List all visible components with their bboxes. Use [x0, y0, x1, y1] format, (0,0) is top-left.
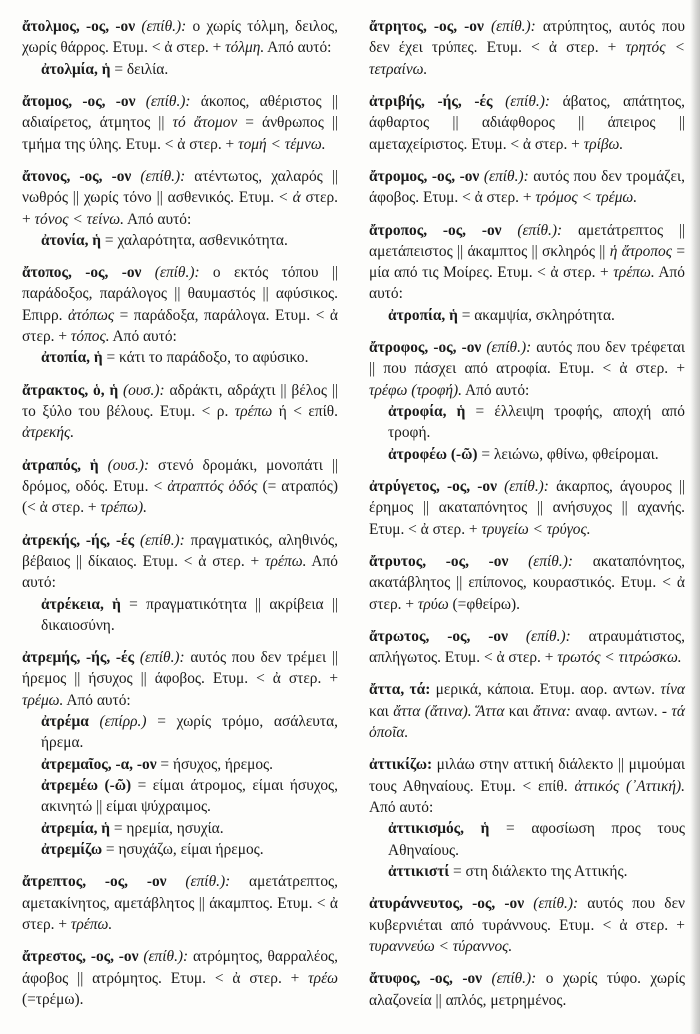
dictionary-entry: [22, 647, 338, 860]
definition-text: ατέντωτος, χαλαρός || νωθρός || χωρίς τόνο || ασθενικός. Ετυμ. <: [22, 167, 338, 207]
etymology-italic: τά ὁποῖα.: [369, 702, 685, 742]
etymology-italic: ἀτόπως: [68, 306, 115, 324]
etymology-italic: τρέπω.: [265, 552, 307, 570]
derived-definition: = είμαι άτρομος, είμαι ήσυχος, ακινητώ || είμαι ψύχραιμος.: [41, 777, 338, 816]
part-of-speech: (επίρρ.): [88, 713, 147, 731]
part-of-speech: (επίθ.):: [483, 167, 529, 185]
derived-headword: ἀτρεμαῖος, -α, -ον: [41, 755, 157, 773]
entry-definition: [369, 679, 685, 743]
etymology-italic: τομή < τέμνω.: [238, 135, 326, 153]
definition-text: (=τρέμω).: [22, 990, 84, 1008]
definition-text: μερικά, κάποια. Ετυμ. αορ. αντων.: [430, 681, 661, 699]
etymology-italic: τρίβω.: [583, 135, 624, 153]
dictionary-entry: [369, 166, 685, 209]
dictionary-entry: [22, 455, 338, 519]
etymology-italic: τρέπω).: [100, 499, 147, 517]
entry-definition: [22, 16, 338, 59]
derived-entry: [22, 754, 338, 775]
dictionary-entry: [22, 380, 338, 444]
derived-definition: = χωρίς τρόμο, ασάλευτα, ήρεμα.: [41, 713, 338, 752]
right-column: [369, 16, 685, 1022]
part-of-speech: (επίθ.):: [486, 339, 532, 357]
entry-headword: ἄττα, τά:: [369, 681, 431, 699]
etymology-italic: τρυγείω < τρύγος.: [481, 520, 591, 538]
etymology-italic: τρωτός < τιτρώσκω.: [557, 649, 682, 667]
entry-headword: ἄτροπος, -ος, -ον: [369, 221, 502, 239]
dictionary-entry: [369, 679, 685, 743]
derived-definition: = λειώνω, φθίνω, φθείρομαι.: [477, 445, 659, 463]
part-of-speech: (επίθ.):: [141, 18, 187, 35]
page-binding-shadow: [690, 0, 700, 1034]
entry-headword: ἄτρομος, -ος, -ον: [369, 167, 480, 185]
etymology-italic: τρόμος < τρέμω.: [535, 189, 638, 207]
definition-text: Από αυτό:: [63, 691, 131, 709]
definition-text: = παράδοξα, παράλογα. Ετυμ. < ἀ στερ. +: [22, 306, 338, 346]
entry-headword: ἄτροφος, -ος, -ον: [369, 339, 482, 357]
entry-headword: ἀτυράννευτος, -ος, -ον: [369, 895, 525, 913]
derived-entry: [22, 839, 338, 860]
entry-headword: ἄτρακτος, ὁ, ἡ: [22, 381, 119, 399]
entry-definition: [369, 16, 685, 80]
derived-definition: = πραγματικότητα || ακρίβεια || δικαιοσύνη.: [41, 595, 338, 634]
definition-text: αυτός που δεν τρέφεται || που πάσχει από ατροφία. Ετυμ. < ἀ στερ. +: [369, 339, 685, 378]
entry-headword: ἄτονος, -ος, -ον: [22, 167, 132, 185]
etymology-italic: τρέπω.: [70, 915, 113, 933]
derived-headword: ἀτρεμέω (-ῶ): [41, 777, 132, 794]
part-of-speech: (επίθ.):: [491, 970, 537, 988]
derived-headword: ἀτρέμα: [41, 713, 89, 731]
etymology-italic: τόπος.: [70, 328, 110, 346]
derived-headword: ἀτροφέω (-ῶ): [388, 445, 478, 463]
definition-text: Από αυτό:: [123, 210, 192, 228]
dictionary-entry: [369, 893, 685, 957]
derived-entry: [22, 818, 338, 839]
derived-definition: = χαλαρότητα, ασθενικότητα.: [101, 231, 288, 249]
derived-headword: ἀττικιστί: [388, 862, 450, 880]
definition-text: Από αυτό:: [109, 328, 177, 346]
part-of-speech: (επίθ.):: [143, 948, 189, 966]
etymology-italic: ἀττικός (᾽Αττική).: [574, 777, 685, 795]
entry-definition: [22, 455, 338, 519]
etymology-italic: τρέπω.: [613, 264, 655, 282]
etymology-italic: τόλμη.: [225, 39, 265, 57]
etymology-italic: τό ἄτομον: [172, 114, 238, 132]
definition-text: άκοπος, αθέριστος || αδιαίρετος, άτμητος ||: [22, 92, 338, 132]
derived-entry: [22, 711, 338, 754]
derived-headword: ἀττικισμός, ἡ: [388, 820, 490, 838]
entry-headword: ἀτρεμής, -ής, -ές: [22, 649, 135, 667]
entry-definition: [22, 530, 338, 594]
etymology-italic: τρέω: [308, 969, 338, 987]
dictionary-entry: [22, 16, 338, 80]
dictionary-entry: [369, 220, 685, 327]
part-of-speech: (επίθ.):: [185, 873, 231, 891]
definition-text: (=φθείρω).: [448, 595, 520, 613]
definition-text: αμετάτρεπτος || αμετάπειστος || άκαμπτος || σκληρός ||: [369, 221, 685, 260]
derived-definition: = κάτι το παράδοξο, το αφύσικο.: [102, 349, 309, 367]
definition-text: = άνθρωπος || τμήμα της ύλης. Ετυμ. < ἀ στερ. +: [22, 114, 338, 153]
derived-entry: [22, 230, 338, 251]
definition-text: ατρόμητος, θαρραλέος, άφοβος || ατρόμητος. Ετυμ. < ἀ στερ. +: [22, 948, 338, 987]
etymology-italic: τρέμω.: [22, 691, 64, 709]
derived-headword: ἀτολμία, ἡ: [41, 60, 111, 78]
definition-text: στενό δρομάκι, μονοπάτι || δρόμος, οδός. Ετυμ. <: [22, 456, 338, 495]
left-column: [22, 16, 338, 1021]
part-of-speech: (ουσ.):: [123, 381, 165, 399]
entry-headword: ἀτραπός, ἡ: [22, 456, 99, 474]
dictionary-entry: [369, 91, 685, 155]
etymology-italic: ἀ: [292, 189, 301, 207]
derived-entry: [22, 594, 338, 637]
derived-definition: = έλλειψη τροφής, αποχή από τροφή.: [388, 403, 685, 442]
definition-text: αδράκτι, αδράχτι || βέλος || το ξύλο του βέλους. Ετυμ. < ρ.: [22, 381, 338, 420]
definition-text: ο χωρίς τύφο. χωρίς αλαζονεία || απλός, μετρημένος.: [369, 970, 685, 1009]
definition-text: ατρύπητος, αυτός που δεν έχει τρύπες. Ετυμ. < ἀ στερ. +: [369, 18, 685, 57]
derived-definition: = δειλία.: [110, 60, 169, 78]
entry-definition: [369, 166, 685, 209]
part-of-speech: (επίθ.):: [139, 649, 185, 667]
part-of-speech: (επίθ.):: [504, 477, 549, 495]
derived-headword: ἀτρέκεια, ἡ: [41, 595, 121, 613]
entry-headword: ἄτρητος, -ος, -ον: [369, 18, 484, 35]
derived-entry: [369, 401, 685, 444]
definition-text: στερ. +: [22, 189, 338, 228]
etymology-italic: ἀτραπτός ὁδός: [167, 477, 258, 495]
etymology-italic: τρέφω (τροφή).: [369, 381, 463, 399]
dictionary-entry: [22, 871, 338, 935]
definition-text: και: [504, 702, 533, 720]
etymology-italic: ἡ ἄτροπος: [609, 242, 672, 260]
entry-headword: ἄτυφος, -ος, -ον: [369, 970, 483, 988]
entry-headword: ἄτρεπτος, -ος, -ον: [22, 873, 167, 891]
etymology-italic: τίνα: [660, 681, 686, 699]
definition-text: και: [369, 702, 394, 720]
derived-definition: = αφοσίωση προς τους Αθηναίους.: [388, 820, 685, 859]
derived-headword: ἀτρεμίζω: [41, 840, 103, 858]
part-of-speech: (επίθ.):: [140, 167, 186, 185]
entry-definition: [369, 754, 685, 818]
etymology-italic: τόνος < τείνω.: [34, 210, 124, 228]
entry-definition: [369, 893, 685, 957]
part-of-speech: (επίθ.):: [517, 221, 563, 239]
part-of-speech: (επίθ.):: [533, 895, 579, 913]
definition-text: Από αυτό:: [264, 39, 332, 57]
definition-text: αναφ. αντων. -: [570, 702, 672, 720]
entry-definition: [22, 871, 338, 935]
dictionary-entry: [369, 337, 685, 465]
dictionary-entry: [369, 16, 685, 80]
dictionary-entry: [22, 946, 338, 1010]
entry-definition: [369, 551, 685, 615]
entry-definition: [22, 262, 338, 347]
derived-definition: = ηρεμία, ησυχία.: [110, 819, 224, 837]
derived-headword: ἀτονία, ἡ: [41, 231, 102, 249]
definition-text: ο εκτός τόπου || παράδοξος, παράλογος || θαυμαστός || αφύσικος. Επιρρ.: [22, 264, 338, 324]
dictionary-entry: [369, 968, 685, 1011]
etymology-italic: ἀτρεκής.: [22, 424, 75, 442]
derived-entry: [369, 861, 685, 882]
definition-text: αυτός που δεν κυβερνιέται από τυράννους. Ετυμ. < ἀ στερ. +: [369, 895, 685, 934]
derived-definition: = ησυχάζω, είμαι ήρεμος.: [102, 840, 264, 858]
dictionary-entry: [22, 166, 338, 251]
derived-entry: [22, 775, 338, 818]
etymology-italic: ἄτινα:: [532, 702, 571, 720]
entry-definition: [22, 946, 338, 1010]
definition-text: (= ατραπός) (< ἀ στερ. +: [22, 477, 338, 517]
entry-headword: ἄτρυτος, -ος, -ον: [369, 552, 509, 570]
entry-definition: [22, 166, 338, 230]
part-of-speech: (επίθ.):: [490, 18, 536, 35]
dictionary-entry: [369, 476, 685, 540]
entry-headword: ἀτρύγετος, -ος, -ον: [369, 477, 497, 495]
derived-definition: = στη διάλεκτο της Αττικής.: [449, 862, 628, 880]
entry-headword: ἀττικίζω:: [369, 756, 433, 774]
entry-definition: [22, 380, 338, 444]
part-of-speech: (επίθ.):: [525, 627, 571, 645]
part-of-speech: (επίθ.):: [505, 92, 550, 110]
derived-headword: ἀτροπία, ἡ: [388, 306, 458, 324]
dictionary-entry: [369, 754, 685, 882]
definition-text: Από αυτό:: [369, 799, 434, 816]
definition-text: Από αυτό:: [369, 264, 685, 303]
derived-entry: [22, 59, 338, 80]
entry-definition: [369, 91, 685, 155]
dictionary-entry: [22, 530, 338, 637]
dictionary-entry: [22, 91, 338, 155]
part-of-speech: (επίθ.):: [139, 531, 185, 549]
derived-entry: [369, 305, 685, 326]
entry-headword: ἀτριβής, -ής, -ές: [369, 92, 493, 110]
part-of-speech: (επίθ.):: [145, 92, 191, 110]
entry-headword: ἄτομος, -ος, -ον: [22, 92, 136, 110]
etymology-italic: τρητός < τετραίνω.: [369, 39, 685, 78]
definition-text: άβατος, απάτητος, άφθαρτος || αδιάφθορος || άπειρος || αμεταχείριστος. Ετυμ. < ἀ στερ. +: [369, 92, 685, 153]
definition-text: πραγματικός, αληθινός, βέβαιος || δίκαιος. Ετυμ. < ἀ στερ. +: [22, 531, 338, 570]
entry-definition: [369, 968, 685, 1011]
definition-text: = μία από τις Μοίρες. Ετυμ. < ἀ στερ. +: [369, 242, 685, 282]
dictionary-entry: [369, 626, 685, 669]
entry-definition: [369, 337, 685, 401]
entry-headword: ἄτοπος, -ος, -ον: [22, 264, 142, 282]
definition-text: ο χωρίς τόλμη, δειλος, χωρίς θάρρος. Ετυμ. < ἀ στερ. +: [22, 18, 338, 57]
definition-text: Από αυτό:: [22, 552, 338, 592]
entry-definition: [22, 91, 338, 155]
derived-definition: = ήσυχος, ήρεμος.: [156, 755, 273, 773]
part-of-speech: (ουσ.):: [107, 456, 150, 474]
etymology-italic: τρέπω: [234, 403, 273, 420]
definition-text: αυτός που δεν τρέμει || ήρεμος || ήσυχος || άφοβος. Ετυμ. < ἀ στερ. +: [22, 649, 338, 688]
definition-text: αυτός που δεν τρομάζει, άφοβος. Ετυμ. < ἀ στερ. +: [369, 167, 685, 207]
derived-definition: = ακαμψία, σκληρότητα.: [457, 306, 615, 324]
entry-headword: ἄτρωτος, -ος, -ον: [369, 627, 508, 645]
derived-headword: ἀτροφία, ἡ: [388, 403, 466, 420]
derived-entry: [22, 347, 338, 368]
etymology-italic: τρύω: [417, 595, 449, 613]
entry-definition: [22, 647, 338, 711]
derived-entry: [369, 818, 685, 861]
entry-definition: [369, 626, 685, 669]
entry-definition: [369, 220, 685, 305]
derived-entry: [369, 444, 685, 465]
definition-text: ακαταπόνητος, ακατάβλητος || επίπονος, κουραστικός. Ετυμ. < ἀ στερ. +: [369, 552, 685, 613]
definition-text: άκαρπος, άγουρος || έρημος || ακαταπόνητος || ανήσυχος || αχανής. Ετυμ. < ἀ στερ. +: [369, 477, 685, 538]
definition-text: ατραυμάτιστος, απλήγωτος. Ετυμ. < ἀ στερ. +: [369, 627, 685, 667]
definition-text: μιλάω στην αττική διάλεκτο || μιμούμαι τους Αθηναίους. Ετυμ. < επίθ.: [369, 756, 685, 795]
definition-text: Από αυτό:: [462, 381, 530, 399]
dictionary-entry: [22, 262, 338, 369]
derived-headword: ἀτοπία, ἡ: [41, 349, 103, 367]
derived-headword: ἀτρεμία, ἡ: [41, 819, 111, 837]
entry-headword: ἄτολμος, -ος, -ον: [22, 18, 136, 35]
part-of-speech: (επίθ.):: [154, 264, 200, 282]
etymology-italic: τυραννεύω < τύραννος.: [369, 937, 513, 955]
entry-headword: ἄτρεστος, -ος, -ον: [22, 948, 139, 966]
etymology-italic: ἄττα (ἄτινα). Ἅττα: [393, 702, 505, 720]
part-of-speech: (επίθ.):: [528, 552, 573, 570]
entry-definition: [369, 476, 685, 540]
entry-headword: ἀτρεκής, -ής, -ές: [22, 531, 135, 549]
definition-text: ή < επίθ.: [272, 403, 338, 420]
definition-text: αμετάτρεπτος, αμετακίνητος, αμετάβλητος || άκαμπτος. Ετυμ. < ἀ στερ. +: [22, 873, 338, 933]
dictionary-entry: [369, 551, 685, 615]
